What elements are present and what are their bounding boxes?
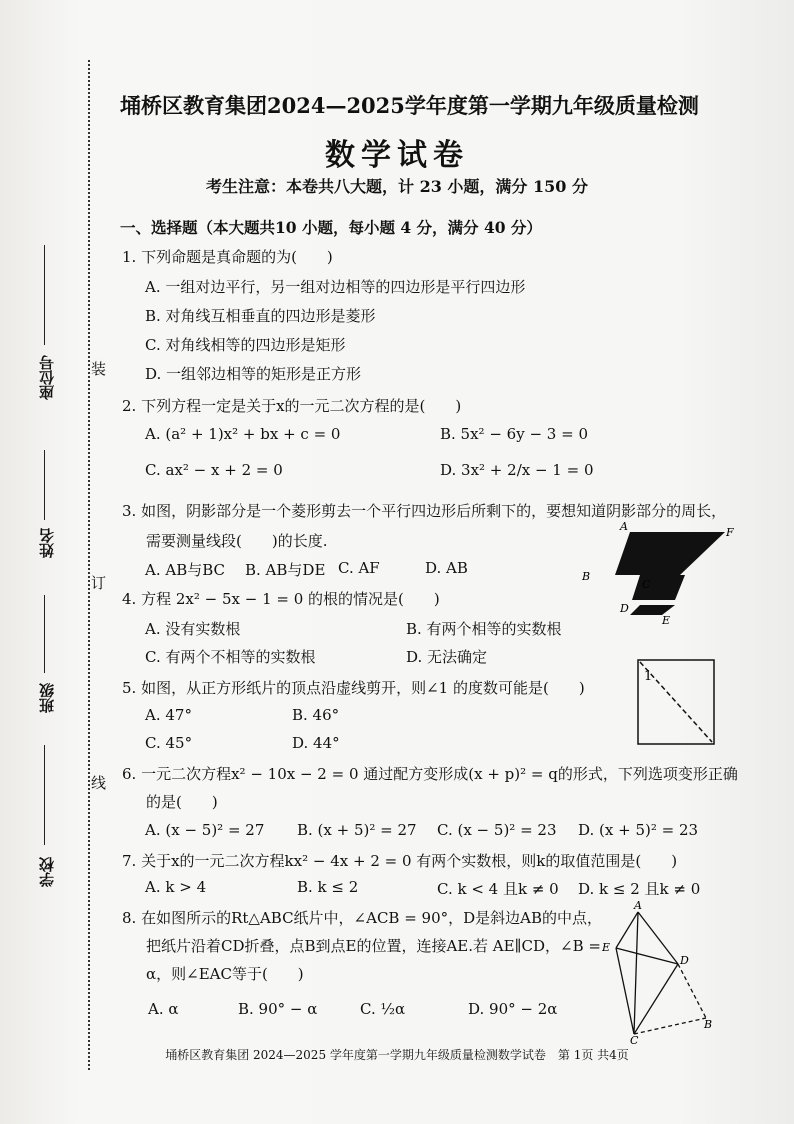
question-7-option-d: D. k ≤ 2 且k ≠ 0	[578, 880, 701, 898]
question-5-option-b: B. 46°	[292, 706, 340, 724]
fig3-shaded-mid	[595, 575, 685, 600]
fig3-label-b: B	[582, 570, 591, 583]
fig3-label-a: A	[620, 520, 628, 533]
question-7-option-b: B. k ≤ 2	[297, 878, 359, 896]
question-8-option-a: A. α	[148, 1000, 179, 1018]
exam-header-title: 埇桥区教育集团2024—2025学年度第一学期九年级质量检测	[120, 93, 699, 118]
fig8-label-d: D	[680, 954, 689, 967]
question-5-stem: 5. 如图，从正方形纸片的顶点沿虚线剪开，则∠1 的度数可能是( )	[122, 679, 585, 697]
question-1-stem: 1. 下列命题是真命题的为( )	[122, 248, 333, 266]
question-4-option-a: A. 没有实数根	[145, 620, 241, 638]
question-7-option-c: C. k < 4 且k ≠ 0	[437, 880, 559, 898]
question-6-option-c: C. (x − 5)² = 23	[437, 821, 557, 839]
question-3-option-d: D. AB	[425, 559, 468, 577]
question-7-option-a: A. k > 4	[145, 878, 207, 896]
fig8-side-db	[678, 964, 706, 1018]
question-2-option-c: C. ax² − x + 2 = 0	[145, 461, 283, 479]
fig8-segment-ae	[616, 912, 638, 948]
question-1-option-a: A. 一组对边平行，另一组对边相等的四边形是平行四边形	[145, 278, 526, 296]
question-8-stem-line2: 把纸片沿着CD折叠，点B到点E的位置，连接AE.若 AE∥CD，∠B =	[146, 937, 601, 955]
fig3-label-d: D	[620, 602, 629, 615]
binding-dotted-line	[88, 60, 90, 1070]
question-3-stem: 3. 如图，阴影部分是一个菱形剪去一个平行四边形后所剩下的，要想知道阴影部分的周长，	[122, 502, 727, 520]
question-8-stem: 8. 在如图所示的Rt△ABC纸片中，∠ACB = 90°，D是斜边AB的中点，	[122, 909, 603, 927]
question-6-stem: 6. 一元二次方程x² − 10x − 2 = 0 通过配方变形成(x + p)² = q的形式，下列选项变形正确	[122, 765, 738, 783]
question-6-stem-line2: 的是( )	[146, 793, 218, 811]
question-2-option-a: A. (a² + 1)x² + bx + c = 0	[145, 425, 341, 443]
fig8-label-c: C	[630, 1034, 639, 1044]
question-7-stem: 7. 关于x的一元二次方程kx² − 4x + 2 = 0 有两个实数根，则k的取值范围是( )	[122, 852, 678, 870]
school-label: 学校	[38, 857, 56, 887]
question-2-stem: 2. 下列方程一定是关于x的一元二次方程的是( )	[122, 397, 462, 415]
question-4-option-d: D. 无法确定	[406, 648, 488, 666]
fig8-label-e: E	[602, 941, 611, 954]
school-field[interactable]	[28, 745, 68, 895]
question-5-option-c: C. 45°	[145, 734, 193, 752]
question-3-option-b: B. AB与DE	[245, 561, 326, 579]
page-footer: 埇桥区教育集团 2024—2025 学年度第一学期九年级质量检测数学试卷 第 1页 共4页	[165, 1048, 629, 1062]
seat-number-field[interactable]	[28, 245, 68, 425]
question-2-option-d: D. 3x² + 2/x − 1 = 0	[440, 461, 594, 479]
question-3-figure	[580, 520, 740, 630]
question-6-option-b: B. (x + 5)² = 27	[297, 821, 417, 839]
question-4-option-b: B. 有两个相等的实数根	[406, 620, 562, 638]
question-1-option-b: B. 对角线互相垂直的四边形是菱形	[145, 307, 376, 325]
fig3-label-e: E	[662, 614, 671, 627]
question-8-figure	[598, 898, 718, 1044]
question-3-option-c: C. AF	[338, 559, 380, 577]
binding-word-zhuang: 装	[91, 360, 107, 378]
question-5-figure	[634, 656, 720, 748]
question-6-option-d: D. (x + 5)² = 23	[578, 821, 699, 839]
question-1-option-c: C. 对角线相等的四边形是矩形	[145, 336, 346, 354]
fig3-shaded-top	[615, 532, 725, 575]
fig8-segment-ed	[616, 948, 678, 964]
seat-number-label: 座位号	[38, 355, 56, 400]
question-3-option-a: A. AB与BC	[145, 561, 226, 579]
fig8-side-cb	[634, 1018, 706, 1034]
fig8-label-b: B	[704, 1018, 713, 1031]
fig8-side-ad	[638, 912, 678, 964]
fig3-label-c: C	[642, 578, 651, 591]
class-label: 班级	[38, 683, 56, 713]
question-5-option-a: A. 47°	[145, 706, 192, 724]
question-5-option-d: D. 44°	[292, 734, 340, 752]
question-8-option-b: B. 90° − α	[238, 1000, 318, 1018]
name-field[interactable]	[28, 450, 68, 590]
fig5-angle-label: 1	[644, 669, 653, 684]
question-2-option-b: B. 5x² − 6y − 3 = 0	[440, 425, 588, 443]
fig8-segment-cd	[634, 964, 678, 1034]
fig8-label-a: A	[634, 899, 642, 912]
section-1-heading: 一、选择题（本大题共10 小题，每小题 4 分，满分 40 分）	[120, 218, 542, 237]
question-4-option-c: C. 有两个不相等的实数根	[145, 648, 316, 666]
paper-title: 数学试卷	[325, 138, 469, 173]
question-4-stem: 4. 方程 2x² − 5x − 1 = 0 的根的情况是( )	[122, 590, 440, 608]
question-1-option-d: D. 一组邻边相等的矩形是正方形	[145, 365, 362, 383]
question-8-stem-line3: α，则∠EAC等于( )	[146, 965, 304, 983]
question-3-stem-line2: 需要测量线段( )的长度.	[146, 532, 328, 550]
fig3-label-f: F	[726, 526, 734, 539]
question-6-option-a: A. (x − 5)² = 27	[145, 821, 265, 839]
exam-notice: 考生注意：本卷共八大题，计 23 小题，满分 150 分	[206, 177, 588, 196]
binding-word-ding: 订	[91, 574, 107, 592]
name-label: 姓名	[38, 528, 56, 558]
question-8-option-d: D. 90° − 2α	[468, 1000, 558, 1018]
binding-word-xian: 线	[91, 774, 107, 792]
fig8-side-ac	[634, 912, 638, 1034]
fig8-segment-ec	[616, 948, 634, 1034]
question-8-option-c: C. ½α	[360, 1000, 406, 1018]
class-field[interactable]	[28, 595, 68, 735]
